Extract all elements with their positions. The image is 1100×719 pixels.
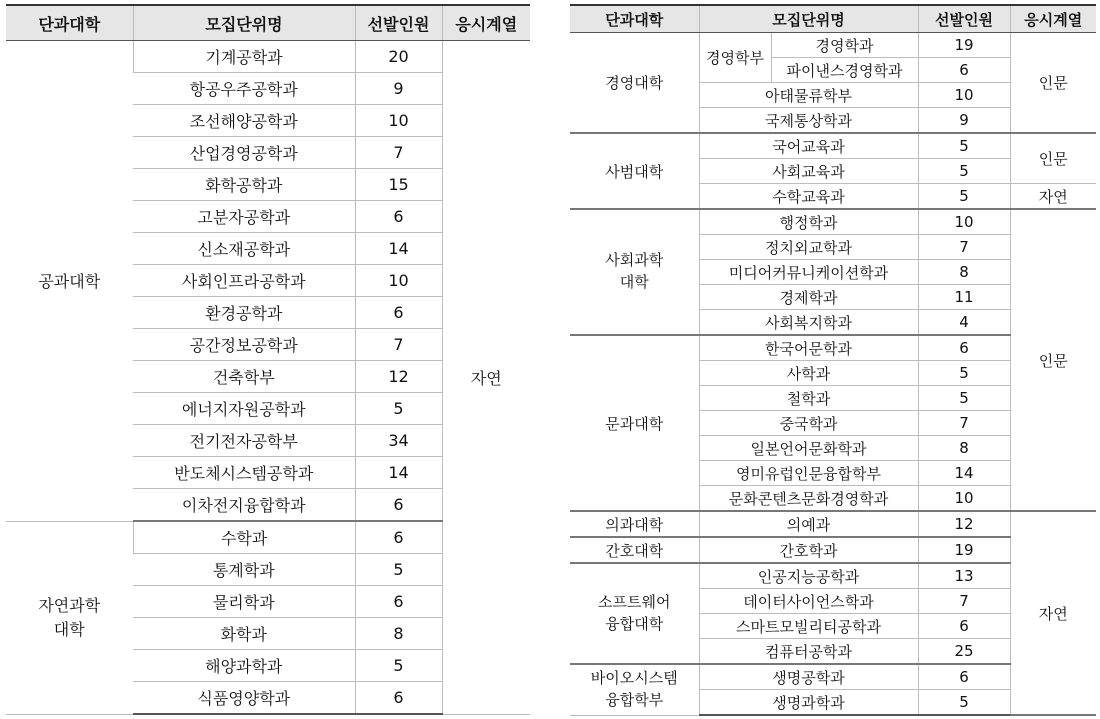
unit-name-cell: 전기전자공학부 <box>133 425 355 457</box>
header-field: 응시계열 <box>442 5 530 41</box>
quota-cell: 25 <box>918 639 1010 665</box>
unit-name-cell: 미디어커뮤니케이션학과 <box>699 260 918 285</box>
college-name-line: 대학 <box>53 619 85 639</box>
quota-cell: 11 <box>918 285 1010 310</box>
header-quota: 선발인원 <box>355 5 442 41</box>
unit-name-cell: 의예과 <box>699 511 918 537</box>
field-cell: 자연 <box>442 41 530 715</box>
quota-cell: 8 <box>918 260 1010 285</box>
quota-cell: 7 <box>918 411 1010 436</box>
unit-name-cell: 반도체시스템공학과 <box>133 457 355 489</box>
quota-cell: 14 <box>918 461 1010 486</box>
unit-name-cell: 환경공학과 <box>133 297 355 329</box>
admissions-table-right <box>570 4 1096 716</box>
quota-cell: 34 <box>355 425 442 457</box>
quota-cell: 12 <box>918 511 1010 537</box>
college-cell: 문과대학 <box>570 335 699 511</box>
quota-cell: 10 <box>918 486 1010 512</box>
quota-cell: 6 <box>918 58 1010 83</box>
admissions-table-left <box>6 4 530 715</box>
header-row <box>570 5 1096 33</box>
college-cell <box>6 521 133 714</box>
quota-cell: 14 <box>355 457 442 489</box>
college-cell: 의과대학 <box>570 511 699 537</box>
quota-cell: 5 <box>355 554 442 586</box>
table-row <box>570 511 1096 537</box>
unit-name-cell: 경제학과 <box>699 285 918 310</box>
quota-cell: 7 <box>355 329 442 361</box>
field-cell: 자연 <box>1010 511 1096 715</box>
unit-name-cell: 일본언어문화학과 <box>699 436 918 461</box>
field-cell: 인문 <box>1010 133 1096 184</box>
unit-name-cell: 스마트모빌리티공학과 <box>699 614 918 639</box>
college-name-line: 융합대학 <box>605 614 664 633</box>
quota-cell: 12 <box>355 361 442 393</box>
unit-name-cell: 고분자공학과 <box>133 201 355 233</box>
unit-name-cell: 통계학과 <box>133 554 355 586</box>
unit-name-cell: 간호학과 <box>699 537 918 563</box>
division-cell: 경영학부 <box>699 33 771 83</box>
college-cell <box>570 209 699 335</box>
quota-cell: 6 <box>355 489 442 522</box>
unit-name-cell: 수학과 <box>133 521 355 554</box>
college-cell: 공과대학 <box>6 41 133 522</box>
quota-cell: 8 <box>918 436 1010 461</box>
quota-cell: 5 <box>918 690 1010 716</box>
quota-cell: 4 <box>918 310 1010 336</box>
unit-name-cell: 물리학과 <box>133 586 355 618</box>
header-unit: 모집단위명 <box>133 5 355 41</box>
quota-cell: 5 <box>918 361 1010 386</box>
quota-cell: 6 <box>918 614 1010 639</box>
college-name-line: 대학 <box>619 273 649 291</box>
header-college: 단과대학 <box>570 5 699 33</box>
unit-name-cell: 산업경영공학과 <box>133 137 355 169</box>
quota-cell: 5 <box>355 650 442 682</box>
college-cell: 사범대학 <box>570 133 699 209</box>
unit-name-cell: 국어교육과 <box>699 133 918 159</box>
unit-name-cell: 사회인프라공학과 <box>133 265 355 297</box>
unit-name-cell: 철학과 <box>699 386 918 411</box>
quota-cell: 6 <box>355 586 442 618</box>
unit-name-cell: 화학공학과 <box>133 169 355 201</box>
unit-name-cell: 항공우주공학과 <box>133 73 355 105</box>
quota-cell: 5 <box>355 393 442 425</box>
unit-name-cell: 정치외교학과 <box>699 235 918 260</box>
quota-cell: 7 <box>355 137 442 169</box>
quota-cell: 8 <box>355 618 442 650</box>
unit-name-cell: 한국어문학과 <box>699 335 918 361</box>
quota-cell: 14 <box>355 233 442 265</box>
quota-cell: 13 <box>918 563 1010 589</box>
college-cell: 간호대학 <box>570 537 699 563</box>
unit-name-cell: 생명공학과 <box>699 664 918 690</box>
quota-cell: 20 <box>355 41 442 73</box>
quota-cell: 6 <box>918 335 1010 361</box>
field-cell: 자연 <box>1010 184 1096 210</box>
unit-name-cell: 인공지능공학과 <box>699 563 918 589</box>
header-college: 단과대학 <box>6 5 133 41</box>
quota-cell: 10 <box>355 265 442 297</box>
unit-name-cell: 영미유럽인문융합학부 <box>699 461 918 486</box>
unit-name-cell: 중국학과 <box>699 411 918 436</box>
unit-name-cell: 수학교육과 <box>699 184 918 210</box>
unit-name-cell: 경영학과 <box>771 33 918 58</box>
unit-name-cell: 국제통상학과 <box>699 108 918 134</box>
unit-name-cell: 식품영양학과 <box>133 682 355 715</box>
quota-cell: 6 <box>918 664 1010 690</box>
header-field: 응시계열 <box>1010 5 1096 33</box>
unit-name-cell: 아태물류학부 <box>699 83 918 108</box>
quota-cell: 9 <box>355 73 442 105</box>
quota-cell: 15 <box>355 169 442 201</box>
field-cell: 인문 <box>1010 209 1096 511</box>
quota-cell: 5 <box>918 386 1010 411</box>
quota-cell: 6 <box>355 521 442 554</box>
college-cell <box>570 664 699 715</box>
unit-name-cell: 데이터사이언스학과 <box>699 589 918 614</box>
quota-cell: 10 <box>918 83 1010 108</box>
field-cell: 인문 <box>1010 33 1096 134</box>
unit-name-cell: 컴퓨터공학과 <box>699 639 918 665</box>
header-row <box>6 5 530 41</box>
college-name-line: 소프트웨어 <box>598 592 671 611</box>
table-row <box>570 209 1096 235</box>
college-name-line: 자연과학 <box>38 596 101 616</box>
college-name-line: 사회과학 <box>605 251 664 270</box>
quota-cell: 5 <box>918 159 1010 184</box>
college-name-line: 바이오시스템 <box>590 669 678 687</box>
quota-cell: 9 <box>918 108 1010 134</box>
unit-name-cell: 해양과학과 <box>133 650 355 682</box>
unit-name-cell: 공간정보공학과 <box>133 329 355 361</box>
header-unit: 모집단위명 <box>699 5 918 33</box>
unit-name-cell: 행정학과 <box>699 209 918 235</box>
unit-name-cell: 문화콘텐츠문화경영학과 <box>699 486 918 512</box>
quota-cell: 7 <box>918 589 1010 614</box>
unit-name-cell: 사회복지학과 <box>699 310 918 336</box>
unit-name-cell: 파이낸스경영학과 <box>771 58 918 83</box>
unit-name-cell: 사회교육과 <box>699 159 918 184</box>
college-name-line: 융합학부 <box>605 690 664 709</box>
quota-cell: 6 <box>355 297 442 329</box>
unit-name-cell: 에너지자원공학과 <box>133 393 355 425</box>
unit-name-cell: 사학과 <box>699 361 918 386</box>
college-cell <box>570 563 699 664</box>
unit-name-cell: 기계공학과 <box>133 41 355 73</box>
table-row <box>6 41 530 73</box>
quota-cell: 19 <box>918 33 1010 58</box>
quota-cell: 10 <box>918 209 1010 235</box>
quota-cell: 6 <box>355 201 442 233</box>
header-quota: 선발인원 <box>918 5 1010 33</box>
college-cell: 경영대학 <box>570 33 699 134</box>
unit-name-cell: 건축학부 <box>133 361 355 393</box>
unit-name-cell: 조선해양공학과 <box>133 105 355 137</box>
quota-cell: 10 <box>355 105 442 137</box>
table-row <box>570 33 1096 58</box>
quota-cell: 6 <box>355 682 442 715</box>
quota-cell: 7 <box>918 235 1010 260</box>
quota-cell: 19 <box>918 537 1010 563</box>
unit-name-cell: 이차전지융합학과 <box>133 489 355 522</box>
quota-cell: 5 <box>918 184 1010 210</box>
quota-cell: 5 <box>918 133 1010 159</box>
unit-name-cell: 신소재공학과 <box>133 233 355 265</box>
unit-name-cell: 생명과학과 <box>699 690 918 716</box>
table-row <box>570 133 1096 159</box>
unit-name-cell: 화학과 <box>133 618 355 650</box>
